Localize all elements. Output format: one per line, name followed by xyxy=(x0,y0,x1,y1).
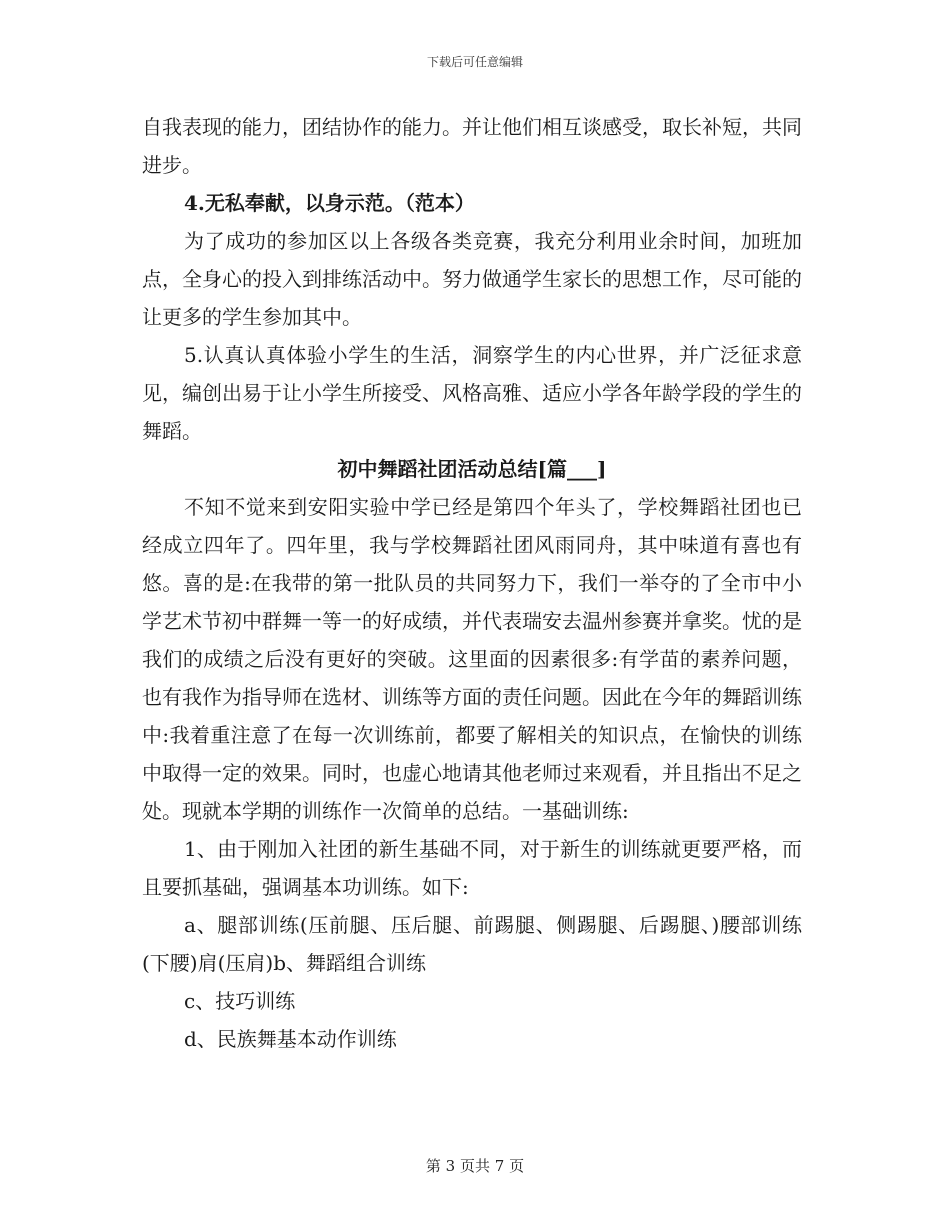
header-note: 下载后可任意编辑 xyxy=(426,55,523,69)
paragraph: 不知不觉来到安阳实验中学已经是第四个年头了，学校舞蹈社团也已经成立四年了。四年里，我与学校舞蹈社团风雨同舟，其中味道有喜也有悠。喜的是:在我带的第一批队员的共同努力下，我们一举夺的了全市中小学艺术节初中群舞一等一的好成绩，并代表瑞安去温州参赛并拿奖。忧的是我们的成绩之后没有更好的突破。这里面的因素很多:有学苗的素养问题，也有我作为指导师在选材、训练等方面的责任问题。因此在今年的舞蹈训练中:我着重注意了在每一次训练前，都要了解相关的知识点，在愉快的训练中取得一定的效果。同时，也虚心地请其他老师过来观看，并且指出不足之处。现就本学期的训练作一次简单的总结。一基础训练: xyxy=(142,495,802,823)
paragraph: 1、由于刚加入社团的新生基础不同，对于新生的训练就更要严格，而且要抓基础，强调基本功训练。如下: xyxy=(142,837,802,899)
document-body xyxy=(142,108,802,1058)
paragraph: a、腿部训练(压前腿、压后腿、前踢腿、侧踢腿、后踢腿、)腰部训练(下腰)肩(压肩)b、舞蹈组合训练 xyxy=(142,913,802,975)
list-item: c、技巧训练 xyxy=(184,989,296,1013)
list-item: d、民族舞基本动作训练 xyxy=(184,1027,397,1051)
paragraph: 为了成功的参加区以上各级各类竞赛，我充分利用业余时间，加班加点，全身心的投入到排练活动中。努力做通学生家长的思想工作，尽可能的让更多的学生参加其中。 xyxy=(142,229,802,329)
paragraph: 5.认真认真体验小学生的生活，洞察学生的内心世界，并广泛征求意见，编创出易于让小学生所接受、风格高雅、适应小学各年龄学段的学生的舞蹈。 xyxy=(142,343,802,443)
paragraph: 自我表现的能力，团结协作的能力。并让他们相互谈感受，取长补短，共同进步。 xyxy=(142,115,802,177)
subheading: 4.无私奉献，以身示范。（范本） xyxy=(184,191,475,215)
page-number: 第 3 页共 7 页 xyxy=(425,1157,525,1175)
section-title: 初中舞蹈社团活动总结[篇___] xyxy=(337,457,607,481)
